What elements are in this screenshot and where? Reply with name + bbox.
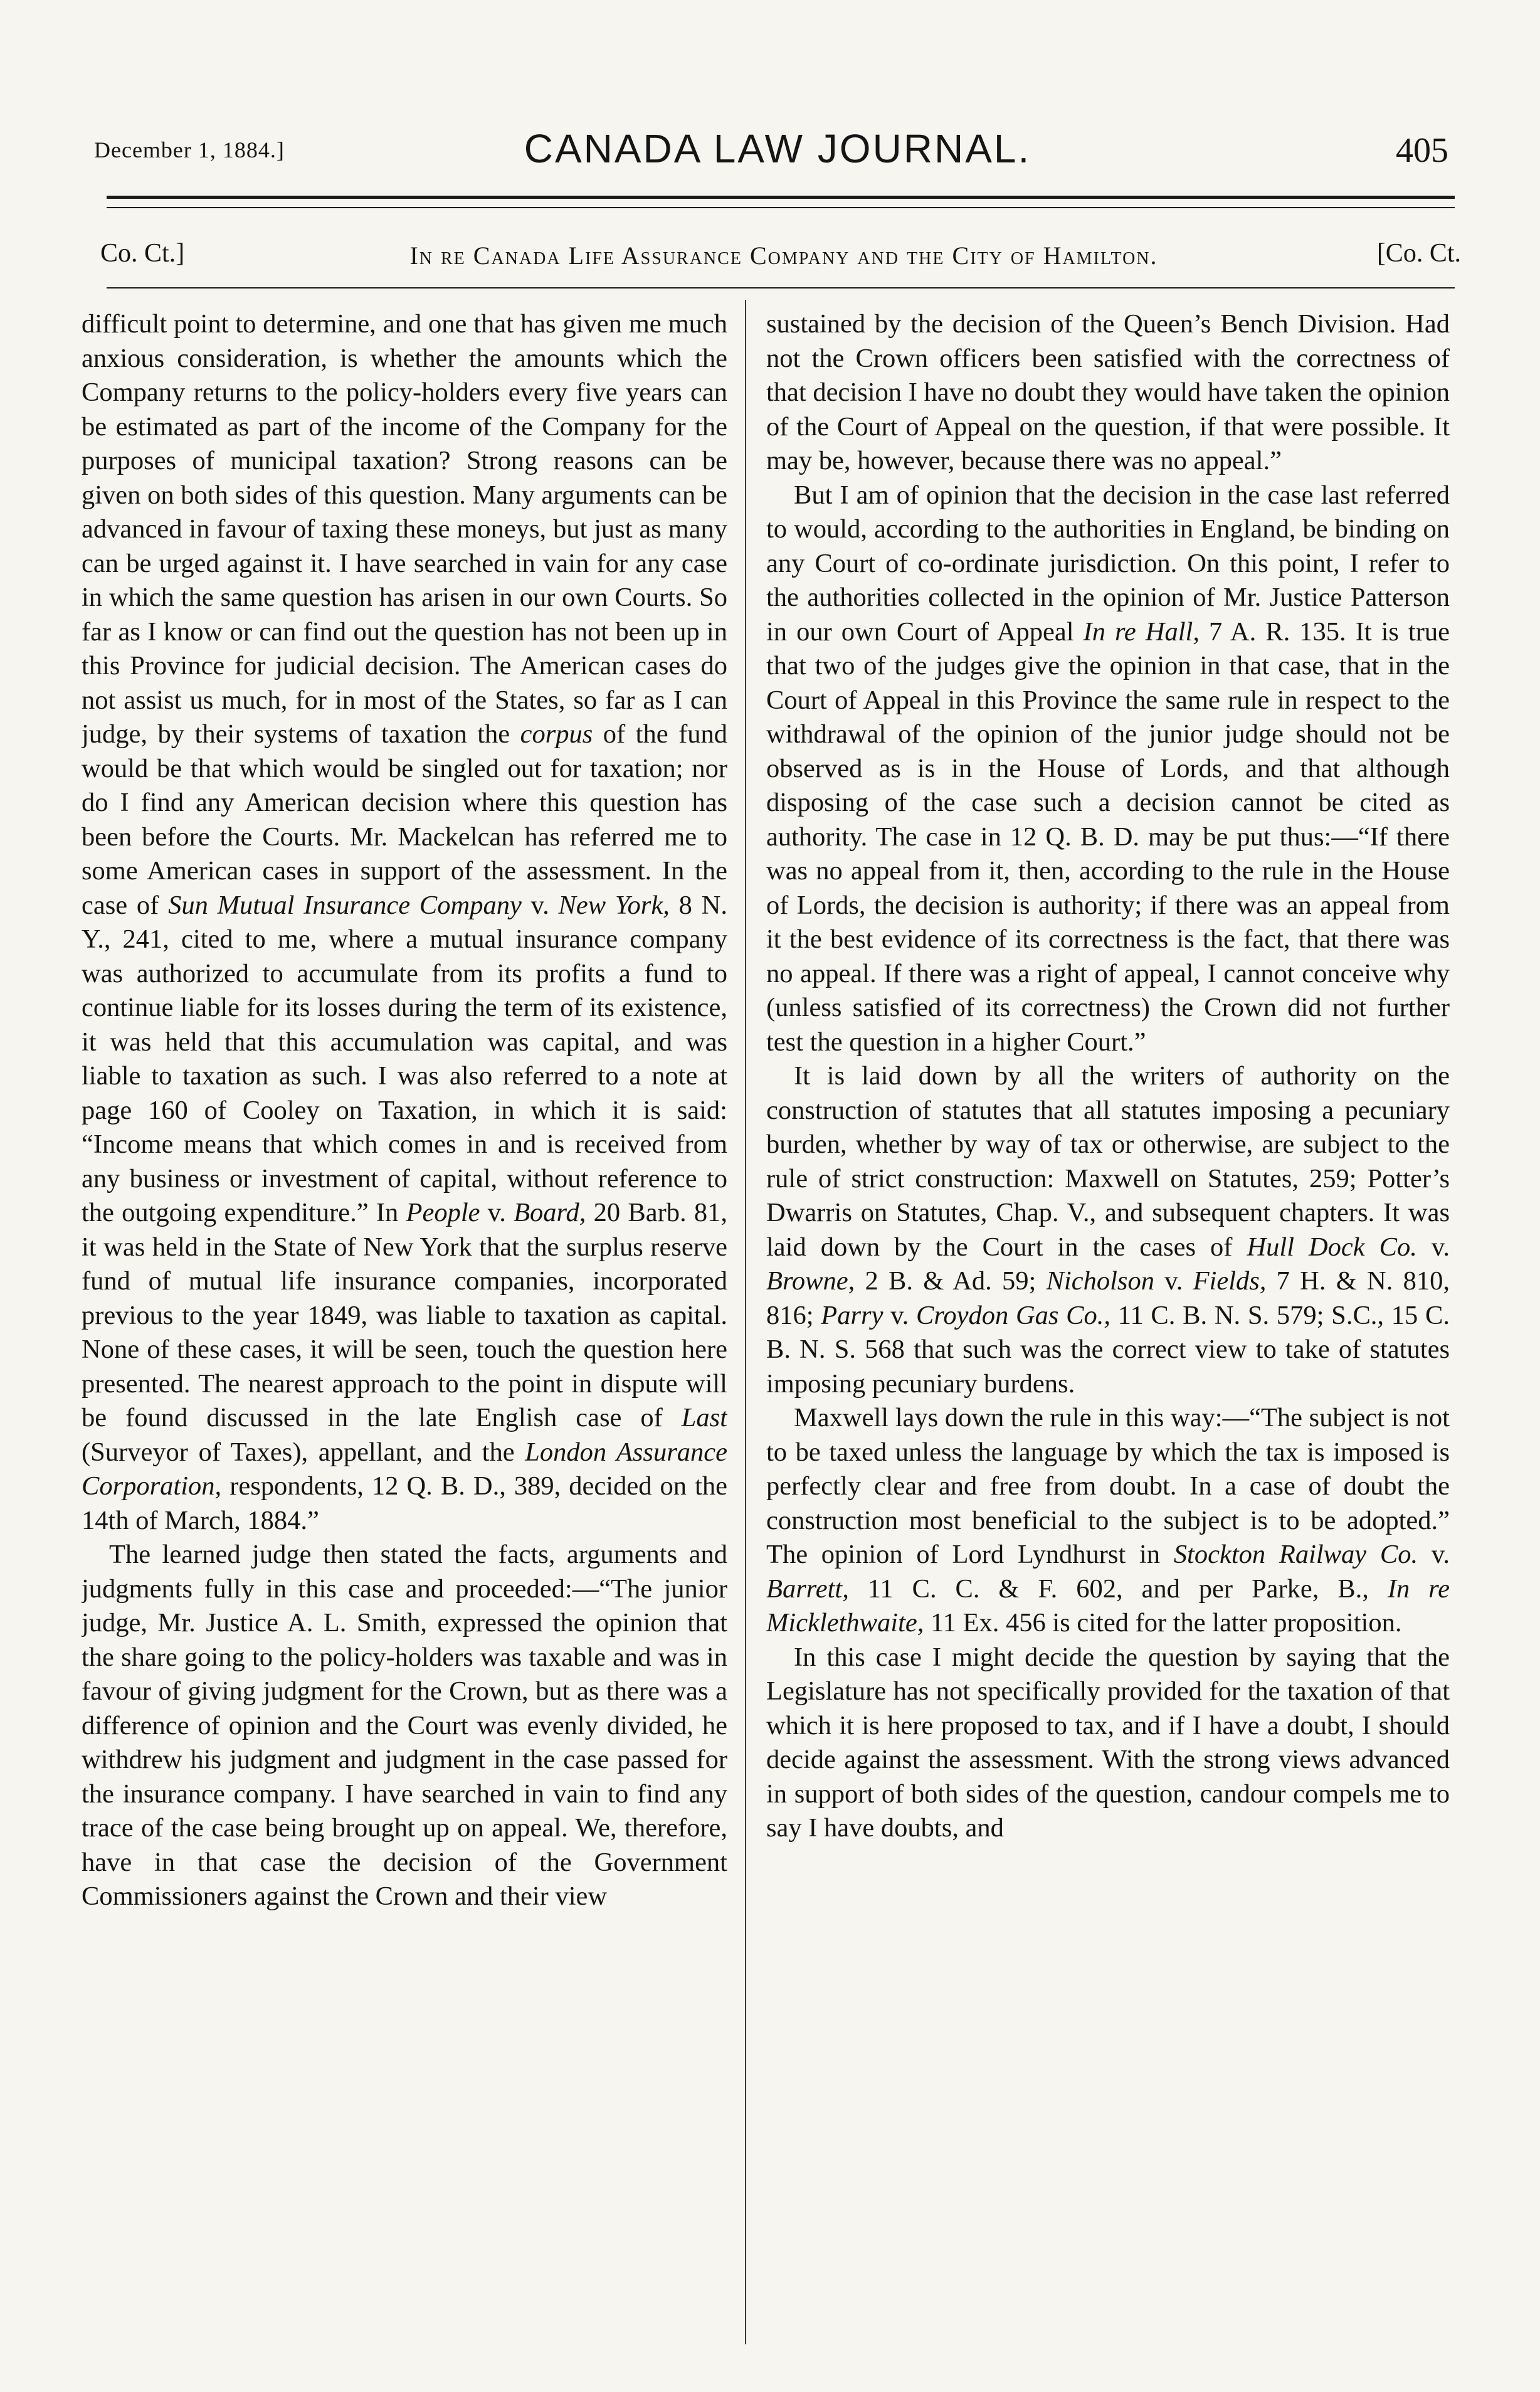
paragraph (82, 307, 727, 1538)
italic-citation: Stockton Railway Co. (1173, 1540, 1418, 1569)
case-heading (100, 238, 1467, 282)
header-rule-thin (107, 207, 1455, 208)
header-rule-thick (107, 196, 1455, 199)
text-run: Maxwell lays down the rule in this way:—“The subject is not to be taxed unless the language by which the tax is imposed is perfectly clear and free from doubt. In a case of doubt the construction most beneficial to the subject is to be adopted.” The opinion of Lord Lyndhurst in (766, 1403, 1450, 1569)
text-run: 2 B. & Ad. 59; (855, 1266, 1047, 1296)
italic-citation: Parry (821, 1300, 883, 1330)
paragraph (766, 307, 1450, 479)
text-run: v. (1154, 1266, 1193, 1296)
column-divider (745, 300, 746, 2344)
italic-citation: Fields, (1193, 1266, 1267, 1296)
italic-citation: Nicholson (1046, 1266, 1154, 1296)
italic-citation: Browne, (766, 1266, 855, 1296)
text-run: In this case I might decide the question by saying that the Legislature has not specifically provided for the taxation of that which it is here proposed to tax, and if I have a doubt, I should decide against the assessment. With the strong views advanced in support of both sides of the question, candour compels me to say I have doubts, and (766, 1642, 1450, 1843)
text-run: 11 C. B. N. S. 579; S.C., 15 C. B. N. S. 568 that such was the correct view to take of statutes imposing pecuniary burdens. (766, 1300, 1450, 1399)
court-label-left: Co. Ct.] (100, 239, 185, 268)
text-run: 11 Ex. 456 is cited for the latter proposition. (924, 1608, 1402, 1638)
italic-citation: People (406, 1198, 480, 1227)
paragraph (766, 1641, 1450, 1846)
case-heading-rule (107, 287, 1455, 288)
court-label-right: [Co. Ct. (1376, 239, 1461, 268)
italic-citation: London Assurance Corporation, (82, 1437, 727, 1501)
text-run: 7 H. & N. 810, 816; (766, 1266, 1450, 1330)
italic-citation: In re Micklethwaite, (766, 1574, 1450, 1638)
running-head (94, 125, 1461, 194)
text-run: difficult point to determine, and one that has given me much anxious consideration, is whether the amounts which the Company returns to the policy-holders every five years can be estimated as part of the income of the Company for the purposes of municipal taxation? Strong reasons can be given on both sides of this question. Many arguments can be advanced in favour of taxing these moneys, but just as many can be urged against it. I have searched in vain for any case in which the same question has arisen in our own Courts. So far as I know or can find out the question has not been up in this Province for judicial decision. The American cases do not assist us much, for in most of the States, so far as I can judge, by their systems of taxation the (82, 309, 727, 749)
paragraph (766, 1401, 1450, 1641)
text-run: It is laid down by all the writers of authority on the construction of statutes that all statutes imposing a pecuniary burden, whether by way of tax or otherwise, are subject to the rule of strict construction: Maxwell on Statutes, 259; Potter’s Dwarris on Statutes, Chap. V., and subsequent chapters. It was laid down by the Court in the cases of (766, 1061, 1450, 1262)
text-run: The learned judge then stated the facts, arguments and judgments fully in this case and proceeded:—“The junior judge, Mr. Justice A. L. Smith, expressed the opinion that the share going to the policy-holders was taxable and was in favour of giving judgment for the Crown, but as there was a difference of opinion and the Court was evenly divided, he withdrew his judgment and judgment in the case passed for the insurance company. I have searched in vain to find any trace of the case being brought up on appeal. We, therefore, have in that case the decision of the Government Commissioners against the Crown and their view (82, 1540, 727, 1911)
paragraph (766, 1059, 1450, 1401)
case-title: In re Canada Life Assurance Company and the City of Hamilton. (409, 241, 1158, 270)
text-run: respondents, 12 Q. B. D., 389, decided on the 14th of March, 1884.” (82, 1471, 727, 1535)
text-run: But I am of opinion that the decision in the case last referred to would, according to the authorities in England, be binding on any Court of co-ordinate jurisdiction. On this point, I refer to the authorities collected in the opinion of Mr. Justice Patterson in our own Court of Appeal (766, 480, 1450, 647)
italic-citation: Last (681, 1403, 727, 1432)
text-run: v. (480, 1198, 514, 1227)
text-run: sustained by the decision of the Queen’s Bench Division. Had not the Crown officers been satisfied with the correctness of that decision I have no doubt they would have taken the opinion of the Court of Appeal on the question, if that were possible. It may be, however, because there was no appeal.” (766, 309, 1450, 475)
text-run: 7 A. R. 135. It is true that two of the judges give the opinion in that case, that in the Court of Appeal in this Province the same rule in respect to the withdrawal of the opinion of the junior judge should not be observed as is in the House of Lords, and that although disposing of the case such a decision cannot be cited as authority. The case in 12 Q. B. D. may be put thus:—“If there was no appeal from it, then, according to the rule in the House of Lords, the decision is authority; if there was an appeal from it the best evidence of its correctness is the fact, that there was no appeal. If there was a right of appeal, I cannot conceive why (unless satisfied of its correctness) the Crown did not further test the question in a higher Court.” (766, 617, 1450, 1057)
italic-citation: corpus (520, 719, 593, 749)
left-column (82, 307, 727, 2352)
text-run: 11 C. C. & F. 602, and per Parke, B., (848, 1574, 1388, 1604)
text-run: v. (521, 890, 559, 920)
italic-citation: Board, (514, 1198, 586, 1227)
italic-citation: Hull Dock Co. (1247, 1232, 1417, 1262)
right-column (766, 307, 1450, 2352)
italic-citation: Sun Mutual Insurance Company (168, 890, 522, 920)
italic-citation: In re Hall, (1083, 617, 1200, 647)
italic-citation: Barrett, (766, 1574, 849, 1604)
paragraph (766, 479, 1450, 1060)
text-run: v. (883, 1300, 917, 1330)
text-run: 8 N. Y., 241, cited to me, where a mutual insurance company was authorized to accumulate from its profits a fund to continue liable for its losses during the term of its existence, it was held that this accumulation was capital, and was liable to taxation as such. I was also referred to a note at page 160 of Cooley on Taxation, in which it is said: “Income means that which comes in and is received from any business or investment of capital, without reference to the outgoing expenditure.” In (82, 890, 727, 1227)
text-run: 20 Barb. 81, it was held in the State of New York that the surplus reserve fund of mutual life insurance companies, incorporated previous to the year 1849, was liable to taxation as capital. None of these cases, it will be seen, touch the question here presented. The nearest approach to the point in dispute will be found discussed in the late English case of (82, 1198, 727, 1432)
text-run: of the fund would be that which would be singled out for taxation; nor do I find any American decision where this question has been before the Courts. Mr. Mackelcan has referred me to some American cases in support of the assessment. In the case of (82, 719, 727, 920)
paragraph (82, 1538, 727, 1914)
journal-title: CANADA LAW JOURNAL. (524, 126, 1031, 171)
italic-citation: Croydon Gas Co., (916, 1300, 1111, 1330)
text-run: (Surveyor of Taxes), appellant, and the (82, 1437, 525, 1467)
page-number: 405 (1396, 131, 1448, 170)
italic-citation: New York, (558, 890, 670, 920)
text-run: v. (1416, 1232, 1450, 1262)
text-run: v. (1418, 1540, 1450, 1569)
issue-date: December 1, 1884.] (94, 137, 285, 162)
